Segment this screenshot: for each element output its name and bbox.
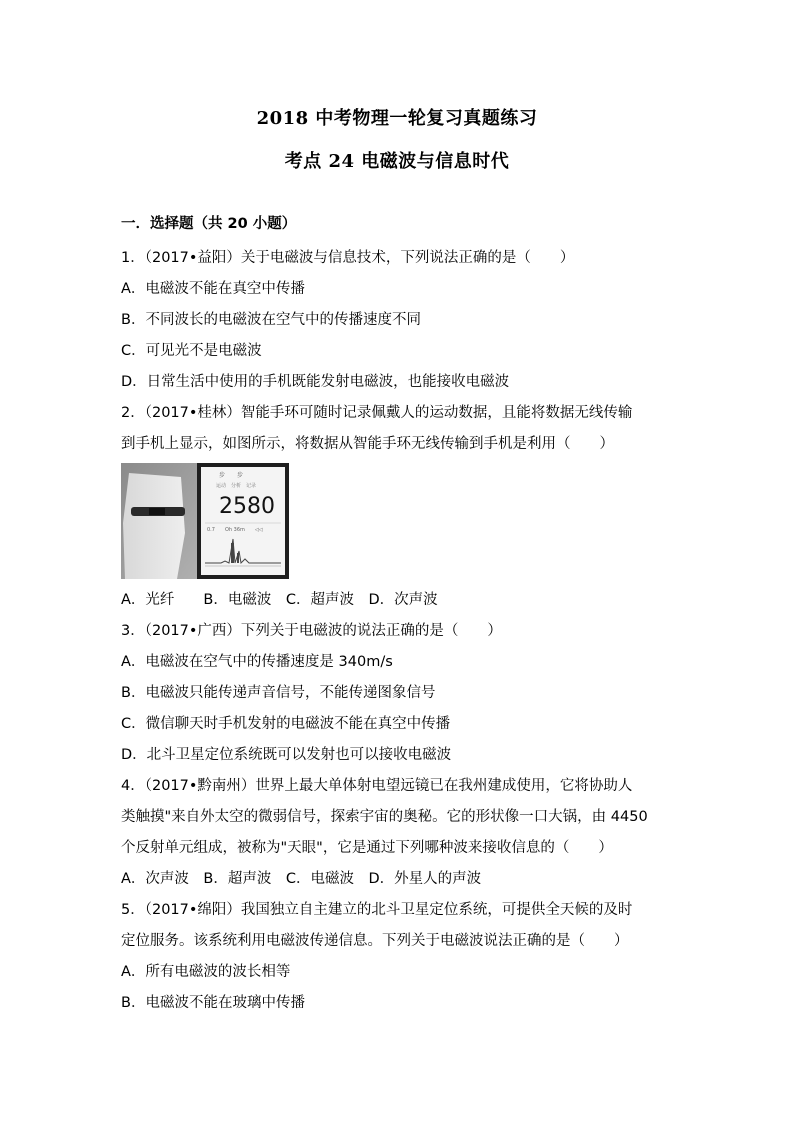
question-5-option-a: A．所有电磁波的波长相等	[121, 964, 291, 980]
question-3-option-b: B．电磁波只能传递声音信号，不能传递图象信号	[121, 685, 436, 701]
question-3-option-a: A．电磁波在空气中的传播速度是 340m/s	[121, 654, 393, 670]
svg-text:运动 分析 记录: 运动 分析 记录	[216, 483, 257, 489]
question-1-option-b: B．不同波长的电磁波在空气中的传播速度不同	[121, 312, 421, 328]
question-1-option-c: C．可见光不是电磁波	[121, 343, 262, 359]
question-3-option-c: C．微信聊天时手机发射的电磁波不能在真空中传播	[121, 716, 451, 732]
question-2-stem-cont: 到手机上显示，如图所示，将数据从智能手环无线传输到手机是利用（ ）	[121, 436, 614, 452]
question-1-option-a: A．电磁波不能在真空中传播	[121, 281, 305, 297]
smart-band-illustration	[121, 463, 289, 579]
question-5-option-b: B．电磁波不能在玻璃中传播	[121, 995, 305, 1011]
svg-text:步 步: 步 步	[219, 472, 244, 479]
question-1-option-d: D．日常生活中使用的手机既能发射电磁波，也能接收电磁波	[121, 374, 510, 390]
question-4-stem: 4．（2017•黔南州）世界上最大单体射电望远镜已在我州建成使用，它将协助人	[121, 778, 633, 794]
page-subtitle: 考点 24 电磁波与信息时代	[284, 151, 510, 172]
question-2-stem: 2．（2017•桂林）智能手环可随时记录佩戴人的运动数据，且能将数据无线传输	[121, 405, 633, 421]
question-4-stem-cont-2: 个反射单元组成，被称为"天眼"，它是通过下列哪种波来接收信息的（ ）	[121, 840, 613, 856]
question-3-option-d: D．北斗卫星定位系统既可以发射也可以接收电磁波	[121, 747, 452, 763]
step-count: 2580	[219, 494, 275, 519]
page-title: 2018 中考物理一轮复习真题练习	[256, 108, 538, 129]
svg-text:0.7 Oh 36m ◁◁: 0.7 Oh 36m ◁◁	[207, 527, 263, 533]
question-1-stem: 1．（2017•益阳）关于电磁波与信息技术，下列说法正确的是（ ）	[121, 250, 575, 266]
question-2-options: A．光纤 B．电磁波 C．超声波 D．次声波	[121, 592, 438, 608]
question-3-stem: 3．（2017•广西）下列关于电磁波的说法正确的是（ ）	[121, 623, 502, 639]
question-5-stem-cont: 定位服务。该系统利用电磁波传递信息。下列关于电磁波说法正确的是（ ）	[121, 933, 629, 949]
smart-band-photo	[121, 463, 289, 579]
question-5-stem: 5．（2017•绵阳）我国独立自主建立的北斗卫星定位系统，可提供全天候的及时	[121, 902, 633, 918]
question-4-stem-cont-1: 类触摸"来自外太空的微弱信号，探索宇宙的奥秘。它的形状像一口大锅，由 4450	[121, 809, 648, 825]
question-4-options: A．次声波 B．超声波 C．电磁波 D．外星人的声波	[121, 871, 482, 887]
section-heading: 一．选择题（共 20 小题）	[121, 216, 297, 232]
